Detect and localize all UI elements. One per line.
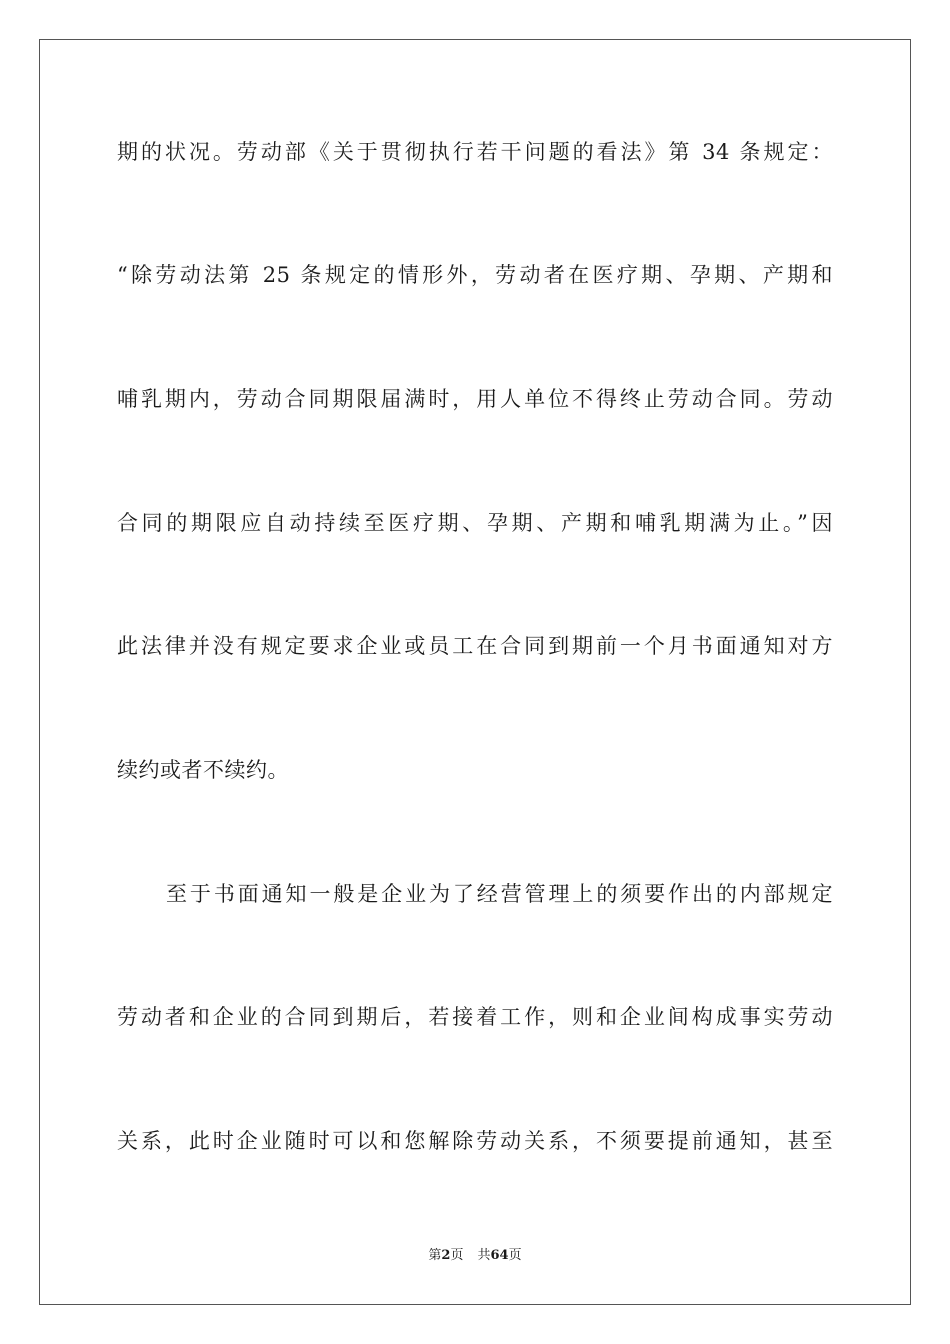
page-number: 2 <box>441 1248 451 1263</box>
total-label-prefix: 共 <box>477 1248 491 1263</box>
page-footer <box>0 1247 950 1265</box>
text-line-7: 至于书面通知一般是企业为了经营管理上的须要作出的内部规定 <box>166 882 833 906</box>
text-line-4: 合同的期限应自动持续至医疗期、孕期、产期和哺乳期满为止。”因 <box>117 511 833 535</box>
total-label-suffix: 页 <box>508 1248 522 1263</box>
text-line-8: 劳动者和企业的合同到期后，若接着工作，则和企业间构成事实劳动 <box>117 1005 833 1029</box>
text-line-9: 关系，此时企业随时可以和您解除劳动关系，不须要提前通知，甚至 <box>117 1129 833 1153</box>
text-line-2: “除劳动法第 25 条规定的情形外，劳动者在医疗期、孕期、产期和 <box>117 263 833 287</box>
page-label-suffix: 页 <box>450 1248 464 1263</box>
total-pages: 64 <box>490 1248 509 1263</box>
text-line-1: 期的状况。劳动部《关于贯彻执行若干问题的看法》第 34 条规定： <box>117 140 833 164</box>
text-line-5: 此法律并没有规定要求企业或员工在合同到期前一个月书面通知对方 <box>117 634 833 658</box>
page-label-prefix: 第 <box>428 1248 442 1263</box>
text-line-3: 哺乳期内，劳动合同期限届满时，用人单位不得终止劳动合同。劳动 <box>117 387 833 411</box>
text-line-6: 续约或者不续约。 <box>117 758 289 782</box>
page-frame <box>39 39 911 1305</box>
